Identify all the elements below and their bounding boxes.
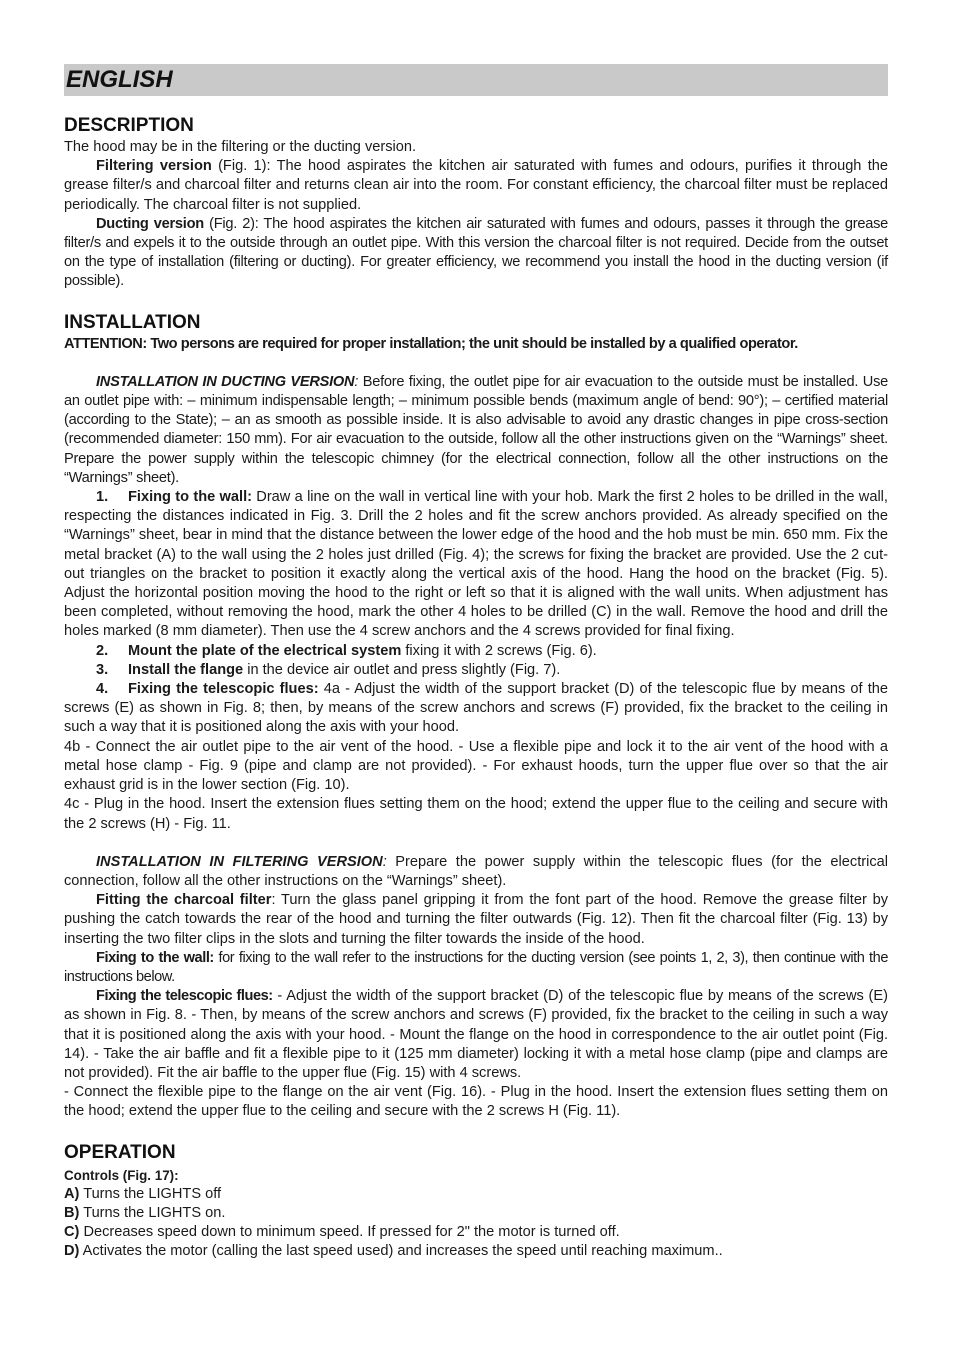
installation-heading: INSTALLATION — [64, 311, 201, 333]
language-banner — [64, 64, 888, 96]
control-text-c: Decreases speed down to minimum speed. If pressed for 2" the motor is turned off. — [79, 1224, 620, 1241]
charcoal-filter-label: Fitting the charcoal filter — [96, 892, 272, 909]
control-key-b: B) — [64, 1204, 80, 1221]
installation-attention — [64, 335, 888, 354]
step-3 — [64, 661, 888, 680]
fixing-flues-paragraph — [64, 987, 888, 1083]
control-item-a — [64, 1185, 888, 1204]
control-key-d: D) — [64, 1243, 80, 1260]
fixing-flues-label: Fixing the telescopic flues: — [96, 988, 273, 1005]
control-item-d — [64, 1242, 888, 1261]
step-1-text: Draw a line on the wall in vertical line with your hob. Mark the first 2 holes to be drilled in the wall, respecting the distances indicated in Fig. 3. Drill the 2 holes and fit the screw anchors provided. As already specified on the “Warnings” sheet, bear in mind that the distance between the lower edge of the hood and the hob must be min. 650 mm. Fix the metal bracket (A) to the wall using the 2 holes just drilled (Fig. 4); the screws for fixing the bracket are provided. Use the 2 cut-out triangles on the bracket to position it exactly along the vertical axis of the hood. Hang the hood on the bracket (Fig. 5). Adjust the horizontal position moving the hood to the right or left so that it is aligned with the wall units. When adjustment has been completed, without removing the hood, mark the other 4 holes to be drilled (C) in the wall. Remove the hood and drill the holes marked (8 mm diameter). Then use the 4 screw anchors and the 4 screws provided for final fixing. — [64, 489, 888, 640]
ducting-installation-label: INSTALLATION IN DUCTING VERSION — [96, 373, 355, 390]
control-text-a: Turns the LIGHTS off — [79, 1185, 222, 1202]
attention-text: ATTENTION: Two persons are required for proper installation; the unit should be installed by a qualified operator. — [64, 335, 798, 352]
step-2-label: Mount the plate of the electrical system — [128, 642, 402, 659]
charcoal-filter-text: : Turn the glass panel gripping it from the font part of the hood. Remove the grease filter by pushing the catch towards the rear of the hood and turning the filter outwards (Fig. 12). Then fit the charcoal filter (Fig. 13) by inserting the two filter clips in the slots and turning the filter towards the inside of the hood. — [64, 892, 889, 947]
step-4c: 4c - Plug in the hood. Insert the extension flues setting them on the hood; extend the upper flue to the ceiling and secure with the 2 screws (H) - Fig. 11. — [64, 796, 888, 832]
step-3-label: Install the flange — [128, 661, 244, 678]
step-2-text: fixing it with 2 screws (Fig. 6). — [401, 642, 597, 659]
description-intro: The hood may be in the filtering or the ducting version. — [64, 139, 417, 155]
ducting-version-text: (Fig. 2): The hood aspirates the kitchen air saturated with fumes and odours, passes it through the grease filter/s and expels it to the outside through an outlet pipe. With this version the charcoal filter is not required. Decide from the outset on the type of installation (filtering or ducting). For greater efficiency, we recommend you install the hood in the ducting version (if possible). — [64, 215, 889, 290]
step-1-number: 1. — [96, 489, 109, 506]
step-4-label: Fixing the telescopic flues: — [128, 681, 319, 698]
ducting-installation-colon: : — [354, 373, 359, 390]
control-item-b — [64, 1204, 888, 1223]
filtering-version-paragraph — [64, 157, 888, 215]
step-1 — [64, 488, 888, 642]
ducting-installation-text: Before fixing, the outlet pipe for air evacuation to the outside must be installed. Use an outlet pipe with: – minimum indispensable length; – minimum possible bends (maximum angle of bend: 90°); – certified material (according to the State); – an as smooth as possible inside. It is also advisable to avoid any drastic changes in pipe cross-section (recommended diameter: 150 mm). For air evacuation to the outside, follow all the other instructions given on the “Warnings” sheet. Prepare the power supply within the telescopic chimney (for the electrical connection, follow all the other instructions on the “Warnings” sheet). — [64, 373, 888, 486]
filtering-installation-colon: : — [382, 853, 387, 870]
operation-heading: OPERATION — [64, 1141, 176, 1163]
step-4b: 4b - Connect the air outlet pipe to the air vent of the hood. - Use a flexible pipe and lock it to the air vent of the hood with a metal hose clamp - Fig. 9 (pipe and clamp are not provided). - For exhaust hoods, turn the upper flue over so that the air exhaust grid is in the lower section (Fig. 10). — [64, 738, 888, 794]
manual-page — [64, 64, 888, 1262]
step-1-label: Fixing to the wall: — [128, 489, 252, 506]
control-key-c: C) — [64, 1224, 80, 1241]
fixing-flues-paragraph-2: - Connect the flexible pipe to the flange on the air vent (Fig. 16). - Plug in the hood. Insert the extension flues setting them on the hood; extend the upper flue to the ceiling and secure with the 2 screws H (Fig. 11). — [64, 1084, 888, 1120]
charcoal-filter-paragraph — [64, 891, 888, 949]
filtering-version-label: Filtering version — [96, 158, 212, 175]
filtering-installation-paragraph — [64, 853, 888, 891]
control-key-a: A) — [64, 1185, 80, 1202]
filtering-installation-label: INSTALLATION IN FILTERING VERSION — [96, 853, 383, 870]
operation-section — [64, 1142, 888, 1262]
installation-section — [64, 312, 888, 1122]
step-3-text: in the device air outlet and press slightly (Fig. 7). — [243, 661, 561, 678]
ducting-version-label: Ducting version — [96, 215, 204, 232]
language-title: ENGLISH — [66, 66, 173, 93]
ducting-installation-paragraph — [64, 373, 888, 488]
fixing-wall-text: for fixing to the wall refer to the instructions for the ducting version (see points 1, 2, 3), then continue with the instructions below. — [64, 949, 888, 985]
controls-label-line — [64, 1166, 888, 1185]
controls-label: Controls (Fig. 17): — [64, 1167, 179, 1183]
step-4-text: 4a - Adjust the width of the support bracket (D) of the telescopic flue by means of the screws (E) as shown in Fig. 8; then, by means of the screw anchors and screws (F) provided, fix the bracket to the ceiling in such a way that it is positioned along the axis with your hood. — [64, 681, 889, 736]
control-item-c — [64, 1223, 888, 1242]
step-2-number: 2. — [96, 642, 109, 659]
control-text-d: Activates the motor (calling the last speed used) and increases the speed until reaching maximum.. — [79, 1243, 723, 1260]
filtering-installation-text: Prepare the power supply within the telescopic flues (for the electrical connection, follow all the other instructions on the “Warnings” sheet). — [64, 853, 889, 889]
control-text-b: Turns the LIGHTS on. — [79, 1204, 226, 1221]
description-heading: DESCRIPTION — [64, 115, 194, 136]
step-3-number: 3. — [96, 661, 109, 678]
fixing-wall-label: Fixing to the wall: — [96, 949, 214, 966]
step-4 — [64, 680, 888, 738]
filtering-version-text: (Fig. 1): The hood aspirates the kitchen air saturated with fumes and odours, purifies it through the grease filter/s and charcoal filter and returns clean air into the room. For constant efficiency, the charcoal filter must be replaced periodically. The charcoal filter is not supplied. — [64, 158, 889, 213]
fixing-wall-paragraph — [64, 949, 888, 987]
step-2 — [64, 642, 888, 661]
fixing-flues-text: - Adjust the width of the support bracket (D) of the telescopic flue by means of the screws (E) as shown in Fig. 8. - Then, by means of the screw anchors and screws (F) provided, fix the bracket to the ceiling in such a way that it is positioned along the axis with your hood. - Mount the flange on the hood in correspondence to the air outlet point (Fig. 14). - Take the air baffle and fit a flexible pipe to it (125 mm diameter) locking it with a metal hose clamp (pipe and clamps are not provided). Fit the air baffle to the upper flue (Fig. 15) with 4 screws. — [64, 988, 888, 1081]
description-section — [64, 115, 888, 292]
step-4-number: 4. — [96, 681, 109, 698]
ducting-version-paragraph — [64, 215, 888, 292]
